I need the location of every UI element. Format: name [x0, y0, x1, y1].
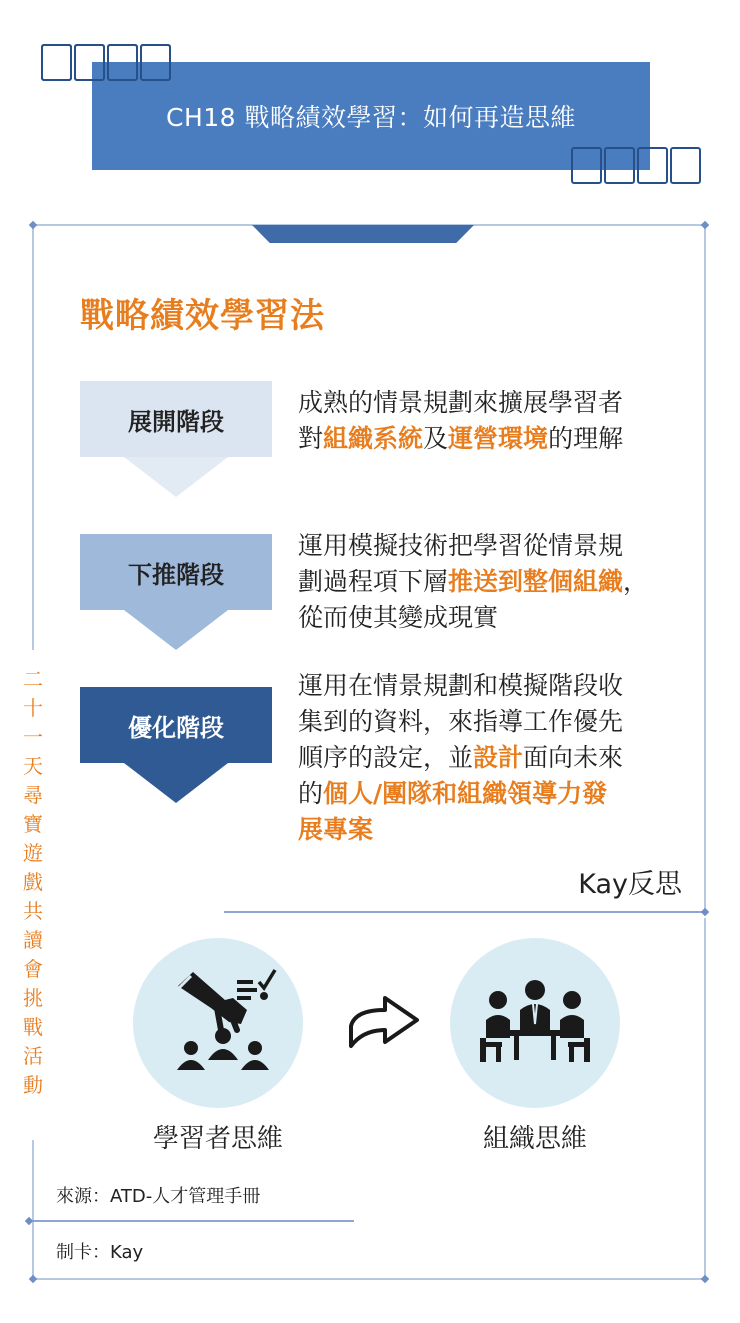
frame-tab	[252, 225, 474, 243]
frame-left-line-lower	[32, 1140, 34, 1280]
down-arrow-icon	[124, 763, 228, 803]
learner-caption: 學習者思維	[152, 1124, 283, 1154]
divider	[224, 911, 704, 913]
stage-push-down: 下推階段	[80, 534, 272, 610]
corner-dot	[29, 1275, 37, 1283]
corner-dot	[701, 1275, 709, 1283]
team-meeting-icon	[450, 938, 620, 1108]
organization-circle	[450, 938, 620, 1108]
frame-bottom-line	[32, 1278, 706, 1280]
section-title: 戰略績效學習法	[80, 296, 325, 336]
source-text: 來源：ATD-人才管理手冊	[56, 1186, 261, 1207]
stage-expand-description: 成熟的情景規劃來擴展學習者 對組織系統及運營環境的理解	[298, 388, 624, 453]
arrow-right-outline-icon	[345, 992, 423, 1056]
stage-push-down-description: 運用模擬技術把學習從情景規 劃過程項下層推送到整個組織， 從而使其變成現實	[298, 531, 649, 632]
card-maker-text: 制卡：Kay	[56, 1242, 144, 1263]
down-arrow-icon	[124, 457, 228, 497]
organization-caption: 組織思維	[482, 1124, 587, 1154]
corner-dot	[701, 221, 709, 229]
stage-optimize-description: 運用在情景規劃和模擬階段收 集到的資料，來指導工作優先 順序的設定，並設計面向未來 的個人/團隊和組織領導力發 展專案	[298, 671, 624, 844]
page-title: CH18 戰略績效學習：如何再造思維	[165, 103, 576, 132]
corner-dot	[29, 221, 37, 229]
reflection-label: Kay反思	[578, 869, 682, 900]
side-event-text: 二十一天尋寶遊戲共讀會挑戰活動	[23, 667, 43, 1097]
divider-dot	[701, 908, 709, 916]
stage-expand: 展開階段	[80, 381, 272, 457]
frame-left-line	[32, 224, 34, 650]
down-arrow-icon	[124, 610, 228, 650]
hand-picking-people-icon	[133, 938, 303, 1108]
frame-right-line-lower	[704, 918, 706, 1280]
stage-optimize: 優化階段	[80, 687, 272, 763]
footer-divider	[28, 1220, 354, 1222]
learner-circle	[133, 938, 303, 1108]
